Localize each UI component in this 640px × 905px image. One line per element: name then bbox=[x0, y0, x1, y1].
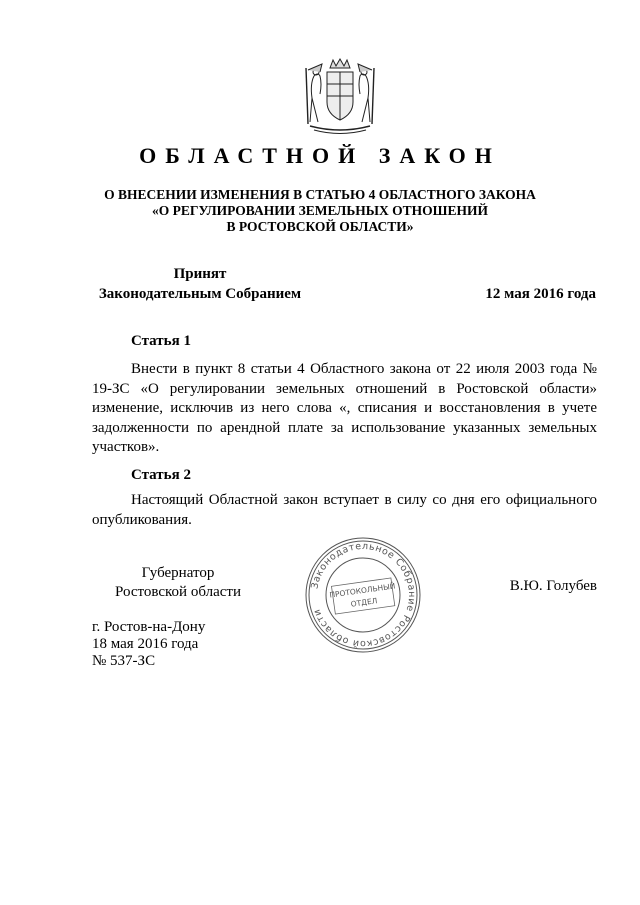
article-1-heading: Статья 1 bbox=[131, 333, 191, 349]
signatory-position-line: Губернатор bbox=[141, 565, 215, 581]
signatory-position bbox=[92, 564, 264, 602]
subtitle-line: О ВНЕСЕНИИ ИЗМЕНЕНИЯ В СТАТЬЮ 4 ОБЛАСТНОГО ЗАКОНА bbox=[104, 187, 536, 202]
sign-date: 18 мая 2016 года bbox=[92, 636, 199, 652]
adoption-date: 12 мая 2016 года bbox=[485, 286, 596, 302]
stamp-center-line: ОТДЕЛ bbox=[350, 596, 378, 609]
document-subtitle bbox=[100, 187, 540, 235]
stamp-center-line: ПРОТОКОЛЬНЫЙ bbox=[328, 581, 396, 600]
article-1-text: Внести в пункт 8 статьи 4 Областного закона от 22 июля 2003 года № 19-ЗС «О регулировании земельных отношений в Ростовской области» изменение, исключив из него слова «, списания и восстановления в учете задолженности по арендной плате за использование указанных земельных участков». bbox=[92, 361, 597, 456]
article-2-text: Настоящий Областной закон вступает в силу со дня его официального опубликования. bbox=[92, 492, 597, 528]
document-title: ОБЛАСТНОЙ ЗАКОН bbox=[139, 143, 501, 168]
coat-of-arms-icon bbox=[300, 58, 380, 136]
law-metadata bbox=[92, 619, 205, 670]
article-2-heading: Статья 2 bbox=[131, 467, 191, 483]
adoption-block bbox=[80, 264, 320, 304]
signatory-position-line: Ростовской области bbox=[115, 584, 241, 600]
adoption-line: Принят bbox=[173, 266, 227, 282]
official-stamp bbox=[303, 535, 423, 655]
stamp-ring-text: Законодательное Собрание Ростовской области bbox=[309, 540, 418, 650]
place: г. Ростов-на-Дону bbox=[92, 619, 206, 635]
law-number: № 537-ЗС bbox=[92, 653, 156, 669]
adoption-body: Законодательным Собранием bbox=[98, 286, 302, 302]
signatory-name: В.Ю. Голубев bbox=[509, 578, 597, 594]
subtitle-line: В РОСТОВСКОЙ ОБЛАСТИ» bbox=[226, 219, 414, 234]
subtitle-line: «О РЕГУЛИРОВАНИИ ЗЕМЕЛЬНЫХ ОТНОШЕНИЙ bbox=[151, 203, 488, 218]
